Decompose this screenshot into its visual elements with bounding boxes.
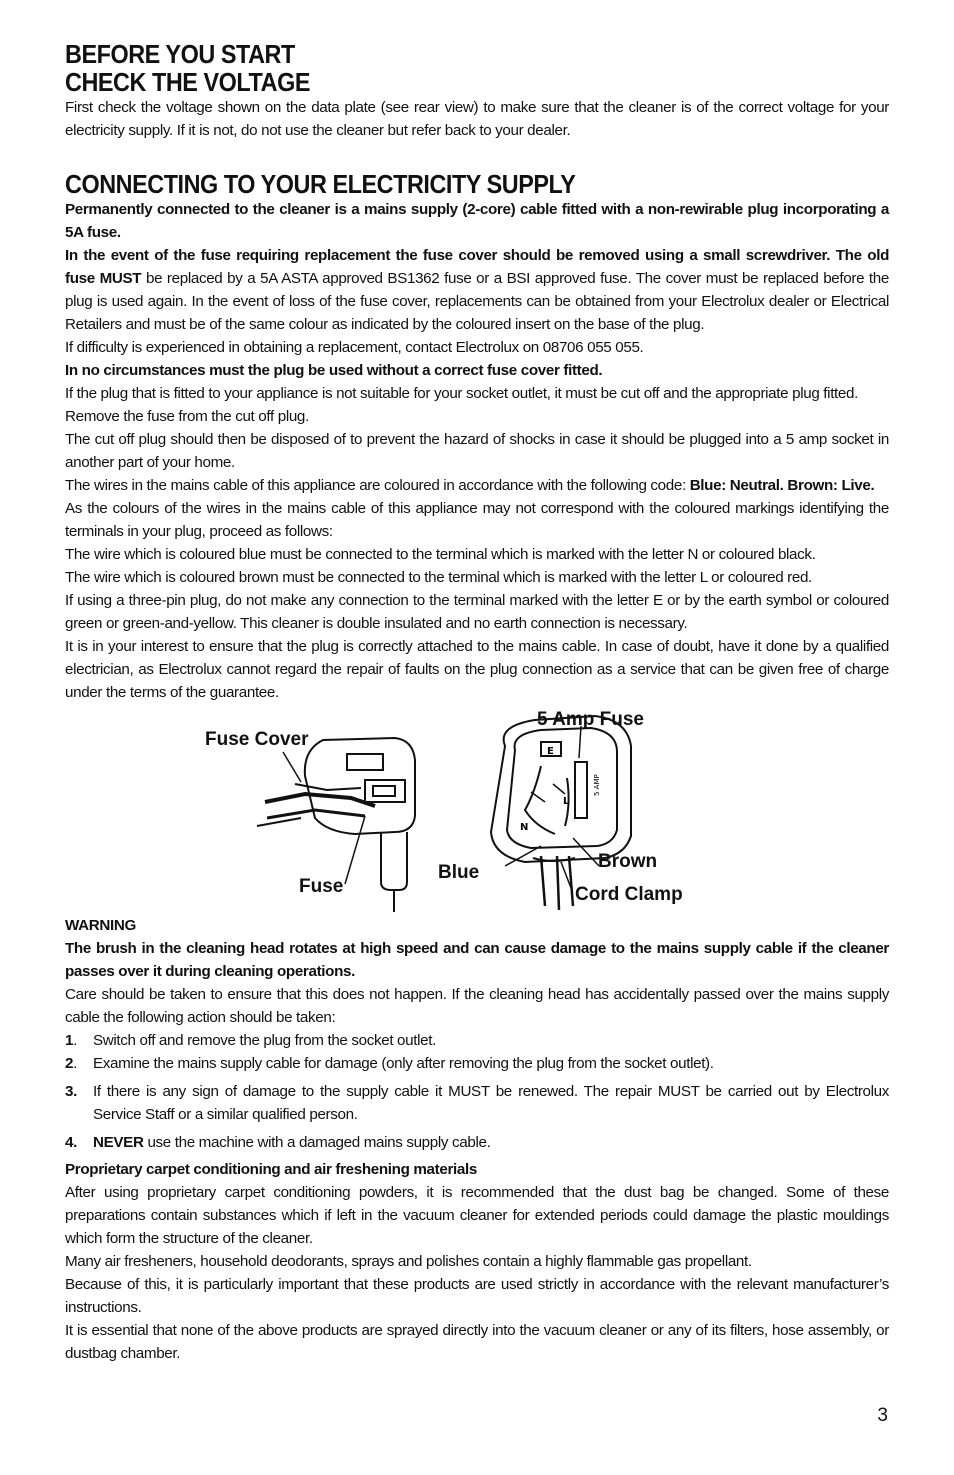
fuse-cover-warning: In no circumstances must the plug be used without a correct fuse cover fitted. [65, 362, 603, 379]
section-title-before-you-start: BEFORE YOU START [65, 39, 295, 69]
label-fuse-cover: Fuse Cover [205, 729, 309, 750]
list-item-number: 4. [65, 1134, 77, 1151]
list-item-number: 1. [65, 1032, 77, 1049]
dispose-plug-paragraph: The cut off plug should then be disposed of to prevent the hazard of shocks in case it should be plugged into a 5 amp socket in another part of your home. [65, 431, 889, 471]
wire-code-bold: Blue: Neutral. Brown: Live. [689, 477, 875, 494]
blue-wire-paragraph: The wire which is coloured blue must be connected to the terminal which is marked with the letter N or coloured black. [65, 546, 816, 563]
list-item-text: If there is any sign of damage to the supply cable it MUST be renewed. The repair MUST be carried out by Electrolux Service Staff or a similar qualified person. [93, 1083, 889, 1123]
label-brown: Brown [598, 851, 658, 872]
wire-code-paragraph [65, 474, 889, 497]
proprietary-paragraph-2: Many air fresheners, household deodorants, sprays and polishes contain a highly flammable gas propellant. [65, 1253, 752, 1270]
three-pin-paragraph: If using a three-pin plug, do not make any connection to the terminal marked with the letter E or by the earth symbol or coloured green or green-and-yellow. This cleaner is double insulated and no earth connection is necessary. [65, 592, 889, 632]
brown-wire-paragraph: The wire which is coloured brown must be connected to the terminal which is marked with the letter L or coloured red. [65, 569, 812, 586]
proprietary-heading: Proprietary carpet conditioning and air freshening materials [65, 1161, 477, 1178]
list-item-number: 3. [65, 1083, 77, 1100]
wire-code-text: The wires in the mains cable of this appliance are coloured in accordance with the following code: [65, 477, 690, 494]
label-cord-clamp: Cord Clamp [575, 884, 683, 905]
remove-fuse-paragraph: Remove the fuse from the cut off plug. [65, 408, 309, 425]
proprietary-paragraph-1: After using proprietary carpet conditioning powders, it is recommended that the dust bag be changed. Some of these preparations contain substances which if left in the vacuum cleaner for extended periods could damage the plastic mouldings which form the structure of the cleaner. [65, 1184, 889, 1247]
terminal-e-label: E [547, 746, 554, 757]
unsuitable-plug-paragraph: If the plug that is fitted to your appliance is not suitable for your socket outlet, it must be cut off and the appropriate plug fitted. [65, 385, 858, 402]
proprietary-paragraph-4: It is essential that none of the above products are sprayed directly into the vacuum cleaner or any of its filters, hose assembly, or dustbag chamber. [65, 1322, 889, 1362]
warning-bold-paragraph: The brush in the cleaning head rotates at high speed and can cause damage to the mains supply cable if the cleaner passes over it during cleaning operations. [65, 940, 889, 980]
list-item-text: Switch off and remove the plug from the socket outlet. [93, 1032, 436, 1049]
list-item-text: NEVER use the machine with a damaged mains supply cable. [93, 1134, 491, 1151]
list-item [65, 1080, 889, 1126]
section-title-connecting: CONNECTING TO YOUR ELECTRICITY SUPPLY [65, 169, 576, 199]
list-item-number: 2. [65, 1055, 77, 1072]
electrician-paragraph: It is in your interest to ensure that the plug is correctly attached to the mains cable. In case of doubt, have it done by a qualified electrician, as Electrolux cannot regard the repair of faults on the plug connection as a service that can be given free of charge under the terms of the guarantee. [65, 638, 889, 701]
warning-action-list [65, 1029, 889, 1154]
list-item [65, 1029, 889, 1052]
proprietary-paragraph-3: Because of this, it is particularly important that these products are used strictly in accordance with the relevant manufacturer’s instructions. [65, 1276, 889, 1316]
label-5-amp-fuse: 5 Amp Fuse [537, 709, 644, 730]
list-item [65, 1052, 889, 1075]
terminal-l-label: L [563, 796, 570, 807]
fuse-value-text: 5 AMP [593, 774, 601, 796]
warning-body-paragraph: Care should be taken to ensure that this does not happen. If the cleaning head has accidentally passed over the mains supply cable the following action should be taken: [65, 986, 889, 1026]
list-item-text: Examine the mains supply cable for damage (only after removing the plug from the socket outlet). [93, 1055, 714, 1072]
warning-heading: WARNING [65, 917, 136, 934]
page-number: 3 [877, 1405, 888, 1426]
never-bold: NEVER [93, 1134, 144, 1151]
voltage-paragraph: First check the voltage shown on the data plate (see rear view) to make sure that the cleaner is of the correct voltage for your electricity supply. If it is not, do not use the cleaner but refer back to your dealer. [65, 99, 889, 139]
fuse-replacement-paragraph [65, 244, 889, 336]
terminal-n-label: N [520, 822, 529, 833]
contact-paragraph: If difficulty is experienced in obtaining a replacement, contact Electrolux on 08706 055 055. [65, 339, 644, 356]
label-fuse: Fuse [299, 876, 344, 897]
label-blue: Blue [438, 862, 480, 883]
section-title-check-voltage: CHECK THE VOLTAGE [65, 67, 310, 97]
colours-paragraph: As the colours of the wires in the mains cable of this appliance may not correspond with the coloured markings identifying the terminals in your plug, proceed as follows: [65, 500, 889, 540]
fuse-replacement-text: be replaced by a 5A ASTA approved BS1362 fuse or a BSI approved fuse. The cover must be replaced before the plug is used again. In the event of loss of the fuse cover, replacements can be obtained from your Electrolux dealer or Electrical Retailers and must be of the same colour as indicated by the coloured insert on the base of the plug. [65, 270, 889, 333]
fuse-replacement-bold: In the event of the fuse requiring replacement the fuse cover should be removed using a small screwdriver. The old fuse MUST [65, 247, 889, 287]
plug-diagram [65, 706, 889, 914]
page-content [65, 40, 889, 1365]
list-item [65, 1131, 889, 1154]
cable-paragraph: Permanently connected to the cleaner is a mains supply (2-core) cable fitted with a non-rewirable plug incorporating a 5A fuse. [65, 201, 889, 241]
